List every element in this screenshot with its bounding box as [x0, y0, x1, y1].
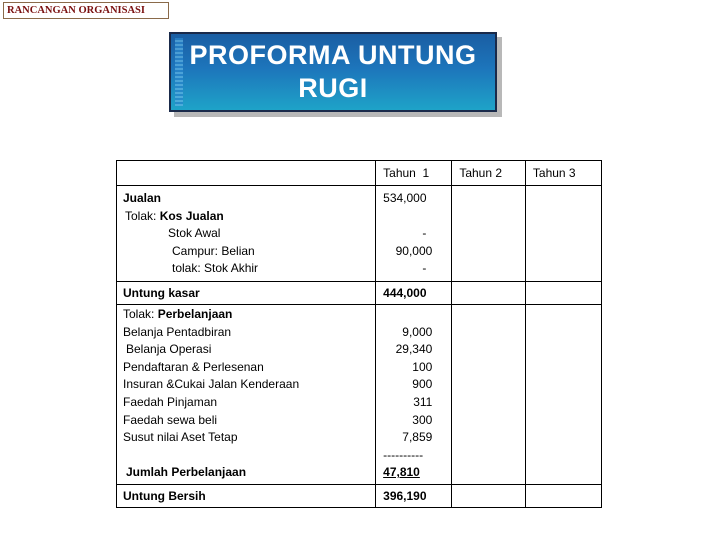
gross-profit-label: Untung kasar: [117, 281, 376, 304]
title-stripe: [175, 38, 183, 106]
expenses-total-value: 47,810: [383, 465, 420, 480]
expenses-values-year2: [452, 304, 526, 484]
expense-value: 311: [413, 394, 433, 409]
gross-profit-year2: [452, 281, 526, 304]
sales-value: 534,000: [383, 191, 427, 205]
expense-value: 300: [412, 412, 433, 427]
purchases-label: Campur: Belian: [172, 243, 255, 258]
spacer: [123, 447, 375, 465]
opening-stock-label: Stok Awal: [168, 226, 221, 241]
opening-stock-value: -: [422, 226, 427, 241]
header-cell-blank: [117, 161, 376, 186]
header-tag: RANCANGAN ORGANISASI: [3, 2, 169, 19]
title-banner: [169, 32, 497, 112]
header-cell-year3: Tahun 3: [525, 161, 601, 186]
expense-label: Belanja Pentadbiran: [123, 324, 232, 339]
expenses-labels: [117, 304, 376, 484]
sales-labels: [117, 186, 376, 282]
sales-values-year2: [452, 186, 526, 282]
cogs-line: [123, 208, 375, 226]
closing-stock-value: -: [422, 261, 427, 276]
net-profit-label: Untung Bersih: [117, 484, 376, 507]
gross-profit-row: [117, 281, 602, 304]
sales-row: [117, 186, 602, 282]
expense-label: Faedah Pinjaman: [123, 394, 218, 409]
cogs-prefix: Tolak:: [125, 208, 160, 223]
sales-label: Jualan: [123, 191, 162, 205]
cogs-label: Kos Jualan: [159, 208, 224, 223]
purchases-value: 90,000: [395, 243, 433, 258]
expense-value: 29,340: [395, 342, 433, 357]
expense-label: Pendaftaran & Perlesenan: [123, 359, 264, 374]
expenses-values-year1: [376, 304, 452, 484]
closing-stock-label: tolak: Stok Akhir: [172, 261, 259, 276]
sales-values-year3: [525, 186, 601, 282]
expenses-prefix: Tolak:: [123, 306, 158, 321]
expense-value: 9,000: [402, 324, 433, 339]
expenses-values-year3: [525, 304, 601, 484]
gross-profit-value: 444,000: [376, 281, 452, 304]
net-profit-year2: [452, 484, 526, 507]
net-profit-year3: [525, 484, 601, 507]
expenses-heading: [123, 306, 375, 324]
profit-loss-table: [116, 160, 602, 508]
header-row: [117, 161, 602, 186]
expense-value: 900: [412, 377, 433, 392]
expense-label: Belanja Operasi: [126, 342, 212, 357]
cogs-value: [376, 208, 451, 226]
gross-profit-year3: [525, 281, 601, 304]
expenses-heading-value: [376, 306, 451, 324]
expenses-heading-label: Perbelanjaan: [157, 306, 233, 321]
expenses-total-label: Jumlah Perbelanjaan: [126, 465, 247, 480]
expense-value: 100: [412, 359, 433, 374]
expense-label: Susut nilai Aset Tetap: [123, 430, 238, 445]
expenses-row: [117, 304, 602, 484]
page-title: PROFORMA UNTUNG RUGI: [189, 40, 477, 103]
header-cell-year2: Tahun 2: [452, 161, 526, 186]
sum-divider: ----------: [383, 447, 424, 462]
expense-label: Faedah sewa beli: [123, 412, 218, 427]
sales-values-year1: [376, 186, 452, 282]
net-profit-row: [117, 484, 602, 507]
net-profit-value: 396,190: [376, 484, 452, 507]
expense-value: 7,859: [402, 430, 433, 445]
header-cell-year1: Tahun 1: [376, 161, 452, 186]
expense-label: Insuran &Cukai Jalan Kenderaan: [123, 377, 300, 392]
